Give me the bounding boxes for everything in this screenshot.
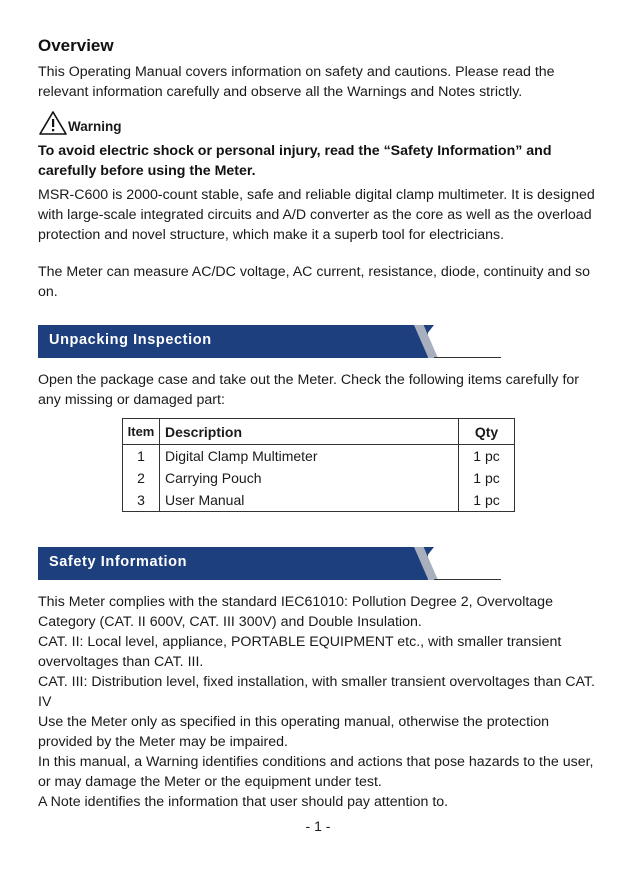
column-header-qty: Qty xyxy=(459,419,515,445)
safety-paragraph-4: Use the Meter only as specified in this operating manual, otherwise the protection provided by the Meter may be impaired. xyxy=(38,714,550,750)
warning-text: To avoid electric shock or personal injury, read the “Safety Information” and carefully before using the Meter. xyxy=(38,143,552,179)
table-header-row xyxy=(123,419,515,445)
safety-paragraph-5: In this manual, a Warning identifies conditions and actions that pose hazards to the user, or may damage the Meter or the equipment under test. xyxy=(38,754,594,790)
overview-heading: Overview xyxy=(38,36,114,55)
safety-paragraph-6: A Note identifies the information that user should pay attention to. xyxy=(38,794,449,810)
table-row xyxy=(123,445,515,468)
safety-paragraph-2: CAT. II: Local level, appliance, PORTABLE EQUIPMENT etc., with smaller transient overvoltages than CAT. III. xyxy=(38,634,562,670)
banner-rule xyxy=(434,579,501,580)
column-header-description: Description xyxy=(160,419,459,445)
column-header-item: Item xyxy=(123,419,160,445)
description-paragraph-2: The Meter can measure AC/DC voltage, AC current, resistance, diode, continuity and so on. xyxy=(38,264,591,300)
item-description: User Manual xyxy=(160,489,459,512)
item-qty: 1 pc xyxy=(459,489,515,512)
banner-rule xyxy=(434,357,501,358)
overview-text: This Operating Manual covers information on safety and cautions. Please read the relevant information carefully and observe all the Warnings and Notes strictly. xyxy=(38,64,555,100)
warning-label: Warning xyxy=(68,119,122,134)
package-contents-table xyxy=(122,418,515,512)
safety-section-banner xyxy=(38,547,501,581)
table-row xyxy=(123,467,515,489)
item-description: Carrying Pouch xyxy=(160,467,459,489)
item-qty: 1 pc xyxy=(459,467,515,489)
description-paragraph-1: MSR-C600 is 2000-count stable, safe and reliable digital clamp multimeter. It is designed with large-scale integrated circuits and A/D converter as the core as well as the overload protection and novel structure, which make it a superb tool for electricians. xyxy=(38,187,595,243)
item-number: 1 xyxy=(123,445,160,468)
unpacking-text: Open the package case and take out the Meter. Check the following items carefully for any missing or damaged part: xyxy=(38,372,580,408)
unpacking-section-banner xyxy=(38,325,501,359)
item-number: 2 xyxy=(123,467,160,489)
table-row xyxy=(123,489,515,512)
safety-text-block xyxy=(38,592,598,812)
page-number: - 1 - xyxy=(305,818,331,834)
item-description: Digital Clamp Multimeter xyxy=(160,445,459,468)
warning-triangle-icon xyxy=(38,110,68,136)
safety-paragraph-1: This Meter complies with the standard IEC61010: Pollution Degree 2, Overvoltage Category (CAT. II 600V, CAT. III 300V) and Double Insulation. xyxy=(38,594,553,630)
safety-paragraph-3: CAT. III: Distribution level, fixed installation, with smaller transient overvoltages than CAT. IV xyxy=(38,674,595,710)
unpacking-section-title: Unpacking Inspection xyxy=(49,332,212,348)
item-qty: 1 pc xyxy=(459,445,515,468)
item-number: 3 xyxy=(123,489,160,512)
safety-section-title: Safety Information xyxy=(49,554,188,570)
